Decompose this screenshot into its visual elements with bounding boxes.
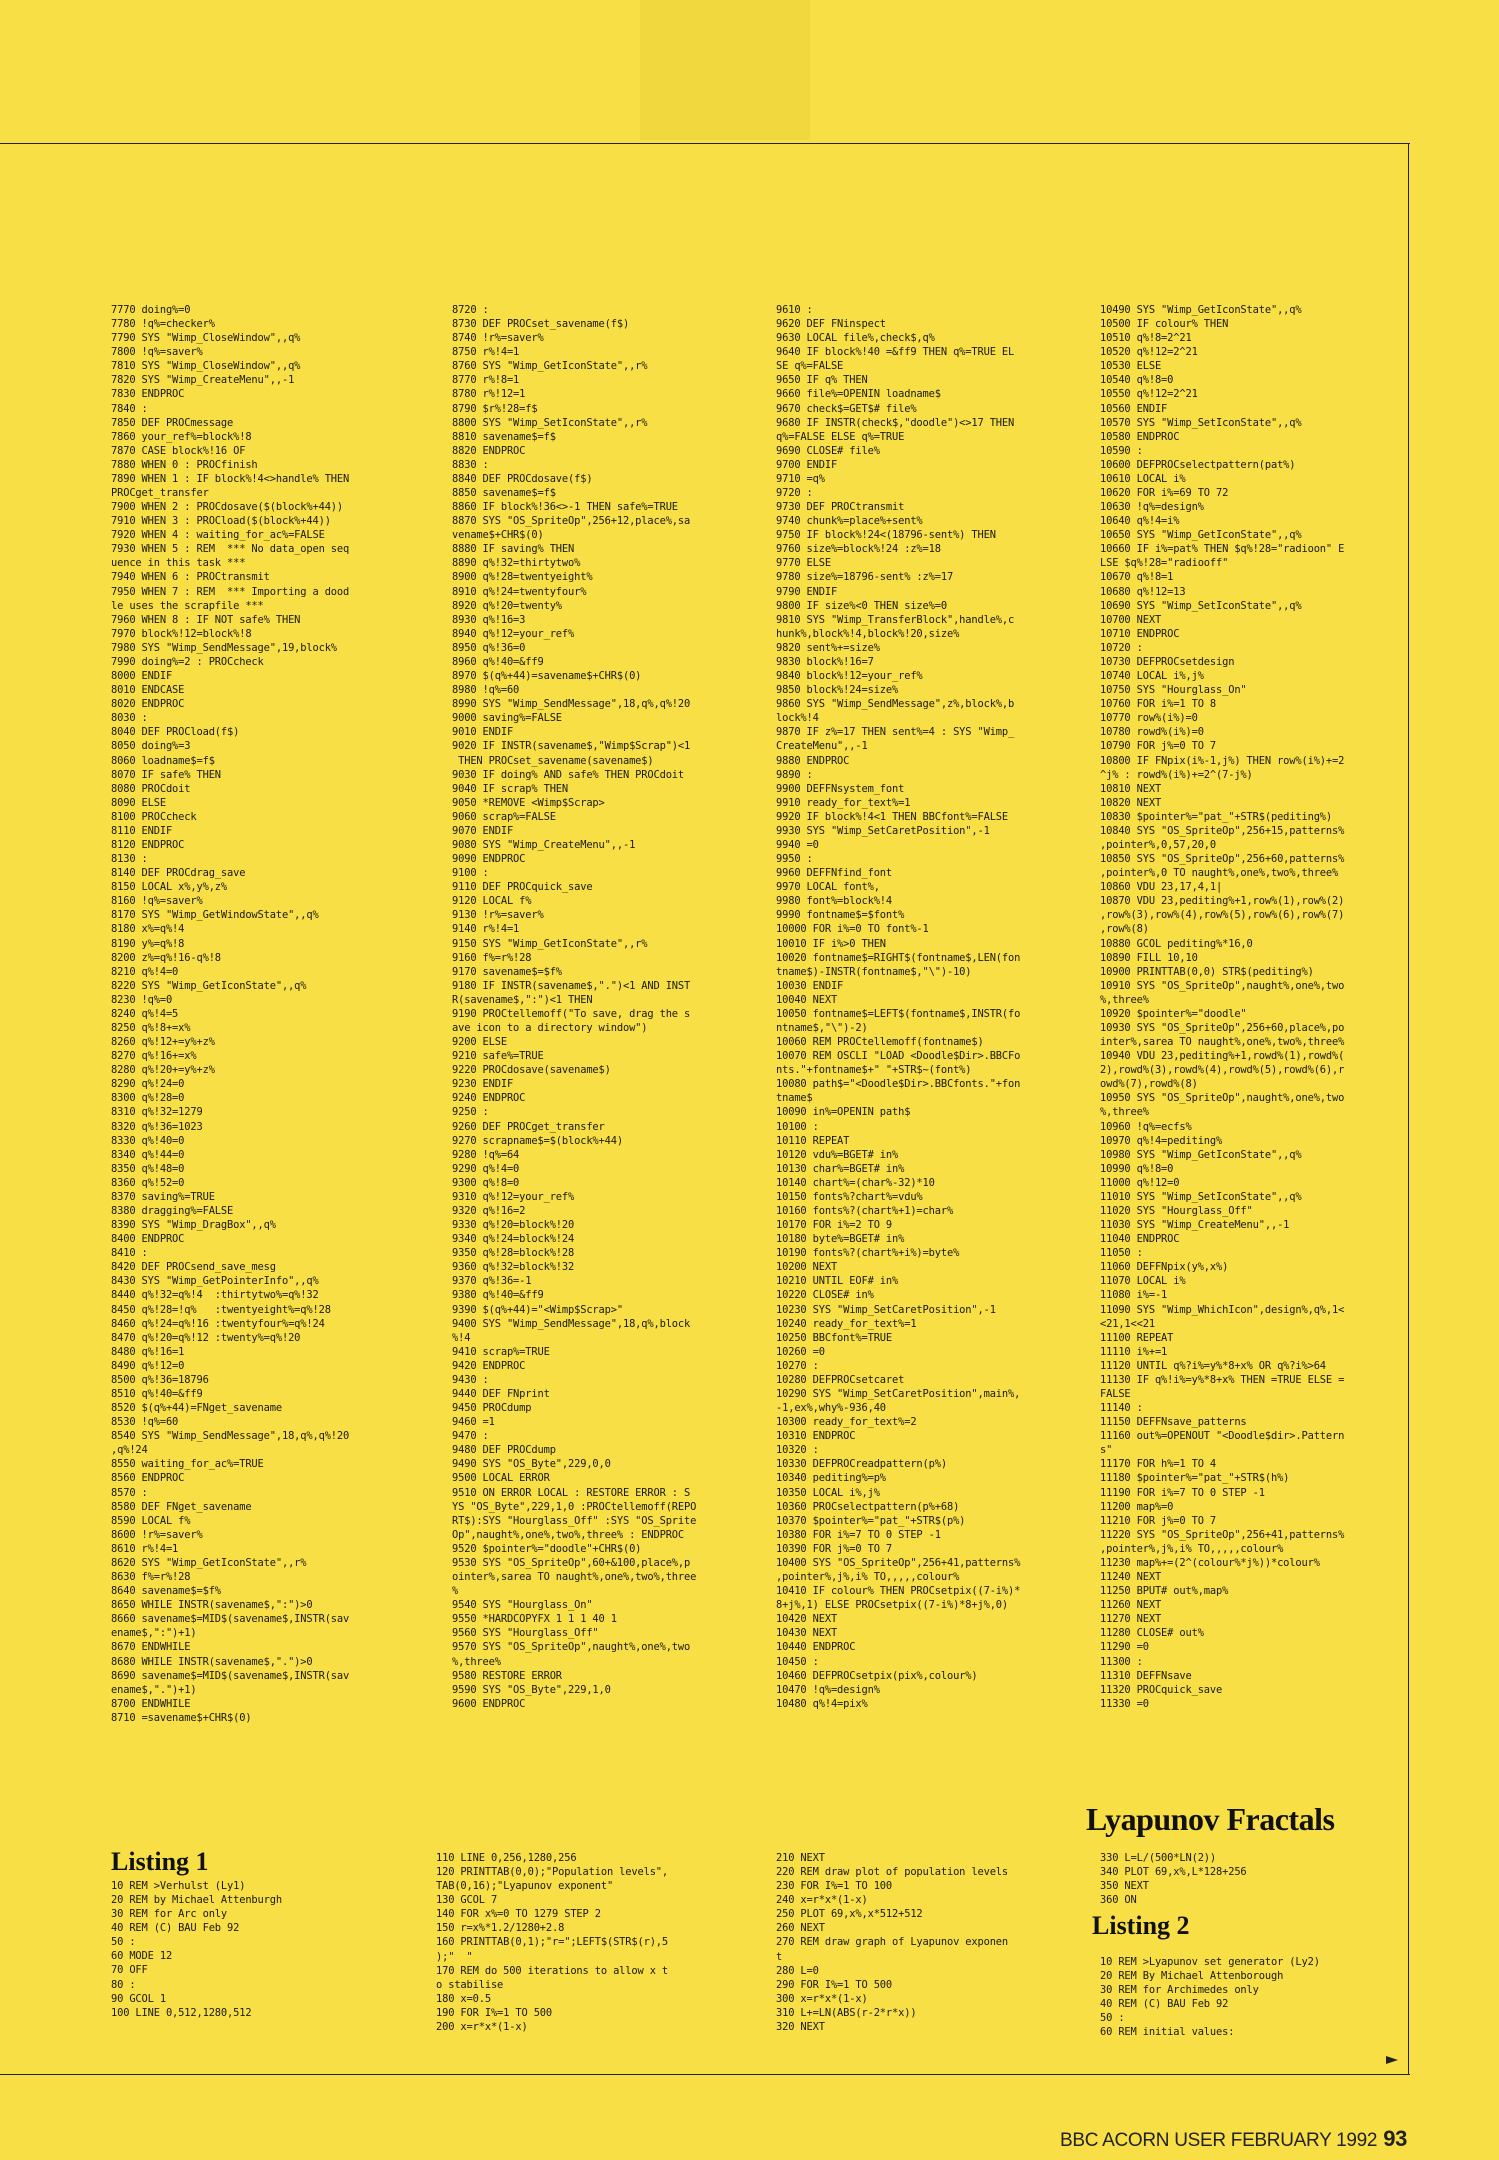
listing1-column-3: 210 NEXT 220 REM draw plot of population levels 230 FOR I%=1 TO 100 240 x=r*x*(1-x) 250 PLOT 69,x%,x*512+512 260 NEXT 270 REM draw graph of Lyapunov exponen t 280 L=0 290 FOR I%=1 TO 500 300 x=r*x*(1-x) 310 L+=LN(ABS(r-2*r*x)) 320 NEXT (776, 1852, 1009, 2033)
listing1-heading: Listing 1 (111, 1847, 209, 1876)
listing-column-4: 10490 SYS "Wimp_GetIconState",,q% 10500 IF colour% THEN 10510 q%!8=2^21 10520 q%!12=2^21 10530 ELSE 10540 q%!8=0 10550 q%!12=2^21 10560 ENDIF 10570 SYS "Wimp_SetIconState",,q% 10580 ENDPROC 10590 : 10600 DEFPROCselectpattern(pat%) 10610 LOCAL i% 10620 FOR i%=69 TO 72 10630 !q%=design% 10640 q%!4=i% 10650 SYS "Wimp_GetIconState",,q% 10660 IF i%=pat% THEN $q%!28="radioon" E LSE $q%!28="radiooff" 10670 q%!8=1 10680 q%!12=13 10690 SYS "Wimp_SetIconState",,q% 10700 NEXT 10710 ENDPROC 10720 : 10730 DEFPROCsetdesign 10740 LOCAL i%,j% 10750 SYS "Hourglass_On" 10760 FOR i%=1 TO 8 10770 row%(i%)=0 10780 rowd%(i%)=0 10790 FOR j%=0 TO 7 10800 IF FNpix(i%-1,j%) THEN row%(i%)+=2 ^j% : rowd%(i%)+=2^(7-j%) 10810 NEXT 10820 NEXT 10830 $pointer%="pat_"+STR$(pediting%) 10840 SYS "OS_SpriteOp",256+15,patterns% ,pointer%,0,57,20,0 10850 SYS "OS_SpriteOp",256+60,patterns% ,pointer%,0 TO naught%,one%,two%,three% 10860 VDU 23,17,4,1| 10870 VDU 23,pediting%+1,row%(1),row%(2) ,row%(3),row%(4),row%(5),row%(6),row%(7) ,row%(8) 10880 GCOL pediting%*16,0 10890 FILL 10,10 10900 PRINTTAB(0,0) STR$(pediting%) 10910 SYS "OS_SpriteOp",naught%,one%,two %,three% 10920 $pointer%="doodle" 10930 SYS "OS_SpriteOp",256+60,place%,po inter%,sarea TO naught%,one%,two%,three% 10940 VDU 23,pediting%+1,rowd%(1),rowd%( 2),rowd%(3),rowd%(4),rowd%(5),rowd%(6),r owd%(7),rowd%(8) 10950 SYS "OS_SpriteOp",naught%,one%,two %,three% 10960 !q%=ecfs% 10970 q%!4=pediting% 10980 SYS "Wimp_GetIconState",,q% 10990 q%!8=0 11000 q%!12=0 11010 SYS "Wimp_SetIconState",,q% 11020 SYS "Hourglass_Off" 11030 SYS "Wimp_CreateMenu",,-1 11040 ENDPROC 11050 : 11060 DEFFNpix(y%,x%) 11070 LOCAL i% 11080 i%=-1 11090 SYS "Wimp_WhichIcon",design%,q%,1< <21,1<<21 11100 REPEAT 11110 i%+=1 11120 UNTIL q%?i%=y%*8+x% OR q%?i%>64 11130 IF q%!i%=y%*8+x% THEN =TRUE ELSE = FALSE 11140 : 11150 DEFFNsave_patterns 11160 out%=OPENOUT "<Doodle$dir>.Pattern s" 11170 FOR h%=1 TO 4 11180 $pointer%="pat_"+STR$(h%) 11190 FOR i%=7 TO 0 STEP -1 11200 map%=0 11210 FOR j%=0 TO 7 11220 SYS "OS_SpriteOp",256+41,patterns% ,pointer%,j%,i% TO,,,,,colour% 11230 map%+=(2^(colour%*j%))*colour% 11240 NEXT 11250 BPUT# out%,map% 11260 NEXT 11270 NEXT 11280 CLOSE# out% 11290 =0 11300 : 11310 DEFFNsave 11320 PROCquick_save 11330 =0 (1100, 304, 1345, 1710)
page-number: 93 (1383, 2126, 1408, 2151)
right-rule (1408, 143, 1409, 2075)
listing1-column-1: 10 REM >Verhulst (Ly1) 20 REM by Michael Attenburgh 30 REM for Arc only 40 REM (C) BAU Feb 92 50 : 60 MODE 12 70 OFF 80 : 90 GCOL 1 100 LINE 0,512,1280,512 (111, 1880, 282, 2019)
article-title: Lyapunov Fractals (1086, 1801, 1335, 1837)
listing1-column-4: 330 L=L/(500*LN(2)) 340 PLOT 69,x%,L*128+256 350 NEXT 360 ON (1100, 1852, 1247, 1907)
magazine-footer: BBC ACORN USER FEBRUARY 1992 (1060, 2130, 1378, 2151)
listing-column-2: 8720 : 8730 DEF PROCset_savename(f$) 8740 !r%=saver% 8750 r%!4=1 8760 SYS "Wimp_GetIconState",,r% 8770 r%!8=1 8780 r%!12=1 8790 $r%!28=f$ 8800 SYS "Wimp_SetIconState",,r% 8810 savename$=f$ 8820 ENDPROC 8830 : 8840 DEF PROCdosave(f$) 8850 savename$=f$ 8860 IF block%!36<>-1 THEN safe%=TRUE 8870 SYS "OS_SpriteOp",256+12,place%,sa vename$+CHR$(0) 8880 IF saving% THEN 8890 q%!32=thirtytwo% 8900 q%!28=twentyeight% 8910 q%!24=twentyfour% 8920 q%!20=twenty% 8930 q%!16=3 8940 q%!12=your_ref% 8950 q%!36=0 8960 q%!40=&ff9 8970 $(q%+44)=savename$+CHR$(0) 8980 !q%=60 8990 SYS "Wimp_SendMessage",18,q%,q%!20 9000 saving%=FALSE 9010 ENDIF 9020 IF INSTR(savename$,"Wimp$Scrap")<1 THEN PROCset_savename(savename$) 9030 IF doing% AND safe% THEN PROCdoit 9040 IF scrap% THEN 9050 *REMOVE <Wimp$Scrap> 9060 scrap%=FALSE 9070 ENDIF 9080 SYS "Wimp_CreateMenu",,-1 9090 ENDPROC 9100 : 9110 DEF PROCquick_save 9120 LOCAL f% 9130 !r%=saver% 9140 r%!4=1 9150 SYS "Wimp_GetIconState",,r% 9160 f%=r%!28 9170 savename$=$f% 9180 IF INSTR(savename$,".")<1 AND INST R(savename$,":")<1 THEN 9190 PROCtellemoff("To save, drag the s ave icon to a directory window") 9200 ELSE 9210 safe%=TRUE 9220 PROCdosave(savename$) 9230 ENDIF 9240 ENDPROC 9250 : 9260 DEF PROCget_transfer 9270 scrapname$=$(block%+44) 9280 !q%=64 9290 q%!4=0 9300 q%!8=0 9310 q%!12=your_ref% 9320 q%!16=2 9330 q%!20=block%!20 9340 q%!24=block%!24 9350 q%!28=block%!28 9360 q%!32=block%!32 9370 q%!36=-1 9380 q%!40=&ff9 9390 $(q%+44)="<Wimp$Scrap>" 9400 SYS "Wimp_SendMessage",18,q%,block %!4 9410 scrap%=TRUE 9420 ENDPROC 9430 : 9440 DEF FNprint 9450 PROCdump 9460 =1 9470 : 9480 DEF PROCdump 9490 SYS "OS_Byte",229,0,0 9500 LOCAL ERROR 9510 ON ERROR LOCAL : RESTORE ERROR : S YS "OS_Byte",229,1,0 :PROCtellemoff(REPO RT$):SYS "Hourglass_Off" :SYS "OS_Sprite Op",naught%,one%,two%,three% : ENDPROC 9520 $pointer%="doodle"+CHR$(0) 9530 SYS "OS_SpriteOp",60+&100,place%,p ointer%,sarea TO naught%,one%,two%,three % 9540 SYS "Hourglass_On" 9550 *HARDCOPYFX 1 1 1 40 1 9560 SYS "Hourglass_Off" 9570 SYS "OS_SpriteOp",naught%,one%,two %,three% 9580 RESTORE ERROR 9590 SYS "OS_Byte",229,1,0 9600 ENDPROC (452, 304, 697, 1710)
faint-show-through (640, 0, 810, 140)
page-footer (1060, 2126, 1407, 2152)
continued-arrow-icon (1386, 2056, 1398, 2064)
bottom-rule (0, 2074, 1410, 2075)
top-rule (0, 143, 1410, 144)
listing-column-3: 9610 : 9620 DEF FNinspect 9630 LOCAL file%,check$,q% 9640 IF block%!40 =&ff9 THEN q%=TRUE EL SE q%=FALSE 9650 IF q% THEN 9660 file%=OPENIN loadname$ 9670 check$=GET$# file% 9680 IF INSTR(check$,"doodle")<>17 THEN q%=FALSE ELSE q%=TRUE 9690 CLOSE# file% 9700 ENDIF 9710 =q% 9720 : 9730 DEF PROCtransmit 9740 chunk%=place%+sent% 9750 IF block%!24<(18796-sent%) THEN 9760 size%=block%!24 :z%=18 9770 ELSE 9780 size%=18796-sent% :z%=17 9790 ENDIF 9800 IF size%<0 THEN size%=0 9810 SYS "Wimp_TransferBlock",handle%,c hunk%,block%!4,block%!20,size% 9820 sent%+=size% 9830 block%!16=7 9840 block%!12=your_ref% 9850 block%!24=size% 9860 SYS "Wimp_SendMessage",z%,block%,b lock%!4 9870 IF z%=17 THEN sent%=4 : SYS "Wimp_ CreateMenu",,-1 9880 ENDPROC 9890 : 9900 DEFFNsystem_font 9910 ready_for_text%=1 9920 IF block%!4<1 THEN BBCfont%=FALSE 9930 SYS "Wimp_SetCaretPosition",-1 9940 =0 9950 : 9960 DEFFNfind_font 9970 LOCAL font%, 9980 font%=block%!4 9990 fontname$=$font% 10000 FOR i%=0 TO font%-1 10010 IF i%>0 THEN 10020 fontname$=RIGHT$(fontname$,LEN(fon tname$)-INSTR(fontname$,"\")-10) 10030 ENDIF 10040 NEXT 10050 fontname$=LEFT$(fontname$,INSTR(fo ntname$,"\")-2) 10060 REM PROCtellemoff(fontname$) 10070 REM OSCLI "LOAD <Doodle$Dir>.BBCFo nts."+fontname$+" "+STR$~(font%) 10080 path$="<Doodle$Dir>.BBCfonts."+fon tname$ 10090 in%=OPENIN path$ 10100 : 10110 REPEAT 10120 vdu%=BGET# in% 10130 char%=BGET# in% 10140 chart%=(char%-32)*10 10150 fonts%?chart%=vdu% 10160 fonts%?(chart%+1)=char% 10170 FOR i%=2 TO 9 10180 byte%=BGET# in% 10190 fonts%?(chart%+i%)=byte% 10200 NEXT 10210 UNTIL EOF# in% 10220 CLOSE# in% 10230 SYS "Wimp_SetCaretPosition",-1 10240 ready_for_text%=1 10250 BBCfont%=TRUE 10260 =0 10270 : 10280 DEFPROCsetcaret 10290 SYS "Wimp_SetCaretPosition",main%, -1,ex%,why%-936,40 10300 ready_for_text%=2 10310 ENDPROC 10320 : 10330 DEFPROCreadpattern(p%) 10340 pediting%=p% 10350 LOCAL i%,j% 10360 PROCselectpattern(p%+68) 10370 $pointer%="pat_"+STR$(p%) 10380 FOR i%=7 TO 0 STEP -1 10390 FOR j%=0 TO 7 10400 SYS "OS_SpriteOp",256+41,patterns% ,pointer%,j%,i% TO,,,,,colour% 10410 IF colour% THEN PROCsetpix((7-i%)* 8+j%,1) ELSE PROCsetpix((7-i%)*8+j%,0) 10420 NEXT 10430 NEXT 10440 ENDPROC 10450 : 10460 DEFPROCsetpix(pix%,colour%) 10470 !q%=design% 10480 q%!4=pix% (776, 304, 1021, 1710)
listing-column-1: 7770 doing%=0 7780 !q%=checker% 7790 SYS "Wimp_CloseWindow",,q% 7800 !q%=saver% 7810 SYS "Wimp_CloseWindow",,q% 7820 SYS "Wimp_CreateMenu",,-1 7830 ENDPROC 7840 : 7850 DEF PROCmessage 7860 your_ref%=block%!8 7870 CASE block%!16 OF 7880 WHEN 0 : PROCfinish 7890 WHEN 1 : IF block%!4<>handle% THEN PROCget_transfer 7900 WHEN 2 : PROCdosave($(block%+44)) 7910 WHEN 3 : PROCload($(block%+44)) 7920 WHEN 4 : waiting_for_ac%=FALSE 7930 WHEN 5 : REM *** No data_open seq uence in this task *** 7940 WHEN 6 : PROCtransmit 7950 WHEN 7 : REM *** Importing a dood le uses the scrapfile *** 7960 WHEN 8 : IF NOT safe% THEN 7970 block%!12=block%!8 7980 SYS "Wimp_SendMessage",19,block% 7990 doing%=2 : PROCcheck 8000 ENDIF 8010 ENDCASE 8020 ENDPROC 8030 : 8040 DEF PROCload(f$) 8050 doing%=3 8060 loadname$=f$ 8070 IF safe% THEN 8080 PROCdoit 8090 ELSE 8100 PROCcheck 8110 ENDIF 8120 ENDPROC 8130 : 8140 DEF PROCdrag_save 8150 LOCAL x%,y%,z% 8160 !q%=saver% 8170 SYS "Wimp_GetWindowState",,q% 8180 x%=q%!4 8190 y%=q%!8 8200 z%=q%!16-q%!8 8210 q%!4=0 8220 SYS "Wimp_GetIconState",,q% 8230 !q%=0 8240 q%!4=5 8250 q%!8+=x% 8260 q%!12+=y%+z% 8270 q%!16+=x% 8280 q%!20+=y%+z% 8290 q%!24=0 8300 q%!28=0 8310 q%!32=1279 8320 q%!36=1023 8330 q%!40=0 8340 q%!44=0 8350 q%!48=0 8360 q%!52=0 8370 saving%=TRUE 8380 dragging%=FALSE 8390 SYS "Wimp_DragBox",,q% 8400 ENDPROC 8410 : 8420 DEF PROCsend_save_mesg 8430 SYS "Wimp_GetPointerInfo",,q% 8440 q%!32=q%!4 :thirtytwo%=q%!32 8450 q%!28=!q% :twentyeight%=q%!28 8460 q%!24=q%!16 :twentyfour%=q%!24 8470 q%!20=q%!12 :twenty%=q%!20 8480 q%!16=1 8490 q%!12=0 8500 q%!36=18796 8510 q%!40=&ff9 8520 $(q%+44)=FNget_savename 8530 !q%=60 8540 SYS "Wimp_SendMessage",18,q%,q%!20 ,q%!24 8550 waiting_for_ac%=TRUE 8560 ENDPROC 8570 : 8580 DEF FNget_savename 8590 LOCAL f% 8600 !r%=saver% 8610 r%!4=1 8620 SYS "Wimp_GetIconState",,r% 8630 f%=r%!28 8640 savename$=$f% 8650 WHILE INSTR(savename$,":")>0 8660 savename$=MID$(savename$,INSTR(sav ename$,":")+1) 8670 ENDWHILE 8680 WHILE INSTR(savename$,".")>0 8690 savename$=MID$(savename$,INSTR(sav ename$,".")+1) 8700 ENDWHILE 8710 =savename$+CHR$(0) (111, 304, 350, 1724)
listing2-column: 10 REM >Lyapunov set generator (Ly2) 20 REM By Michael Attenborough 30 REM for Archimedes only 40 REM (C) BAU Feb 92 50 : 60 REM initial values: (1100, 1956, 1320, 2039)
listing2-heading: Listing 2 (1092, 1911, 1190, 1940)
listing1-column-2: 110 LINE 0,256,1280,256 120 PRINTTAB(0,0);"Population levels", TAB(0,16);"Lyapunov exponent" 130 GCOL 7 140 FOR x%=0 TO 1279 STEP 2 150 r=x%*1.2/1280+2.8 160 PRINTTAB(0,1);"r=";LEFT$(STR$(r),5 );" " 170 REM do 500 iterations to allow x t o stabilise 180 x=0.5 190 FOR I%=1 TO 500 200 x=r*x*(1-x) (436, 1852, 669, 2033)
